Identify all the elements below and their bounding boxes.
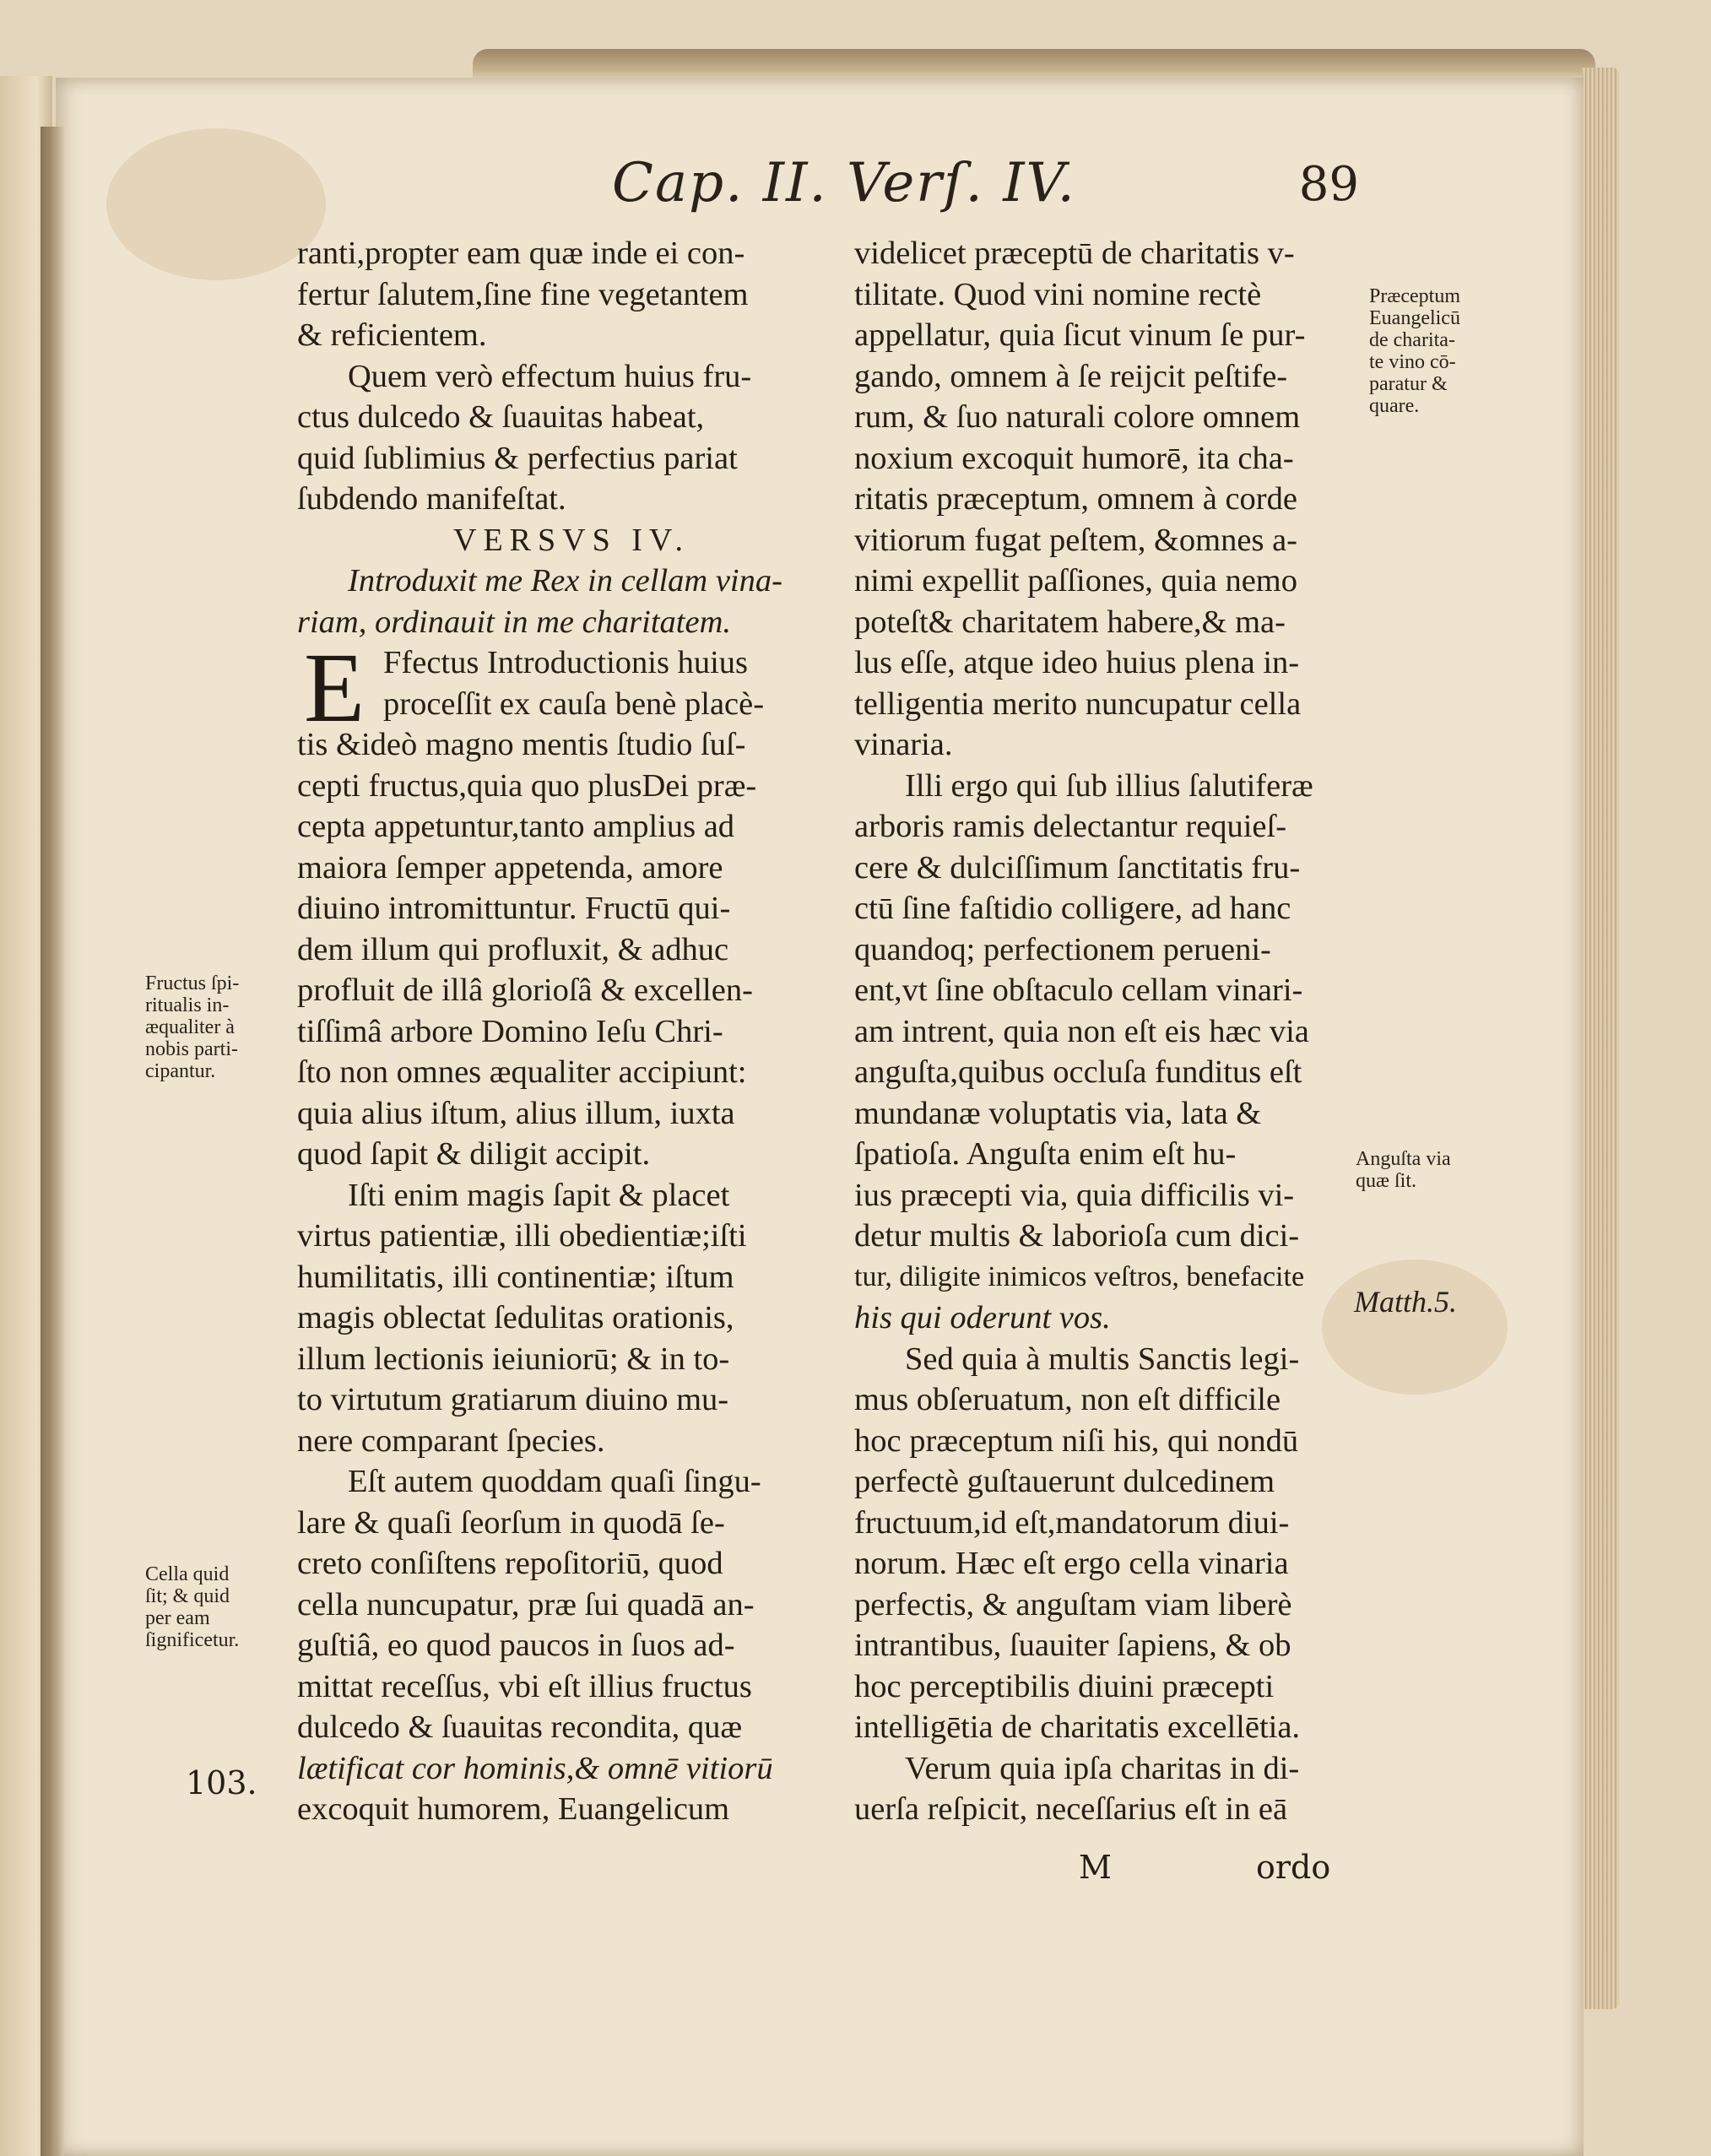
text-line: illum lectionis ieiuniorū; & in to- [297,1341,730,1377]
text-line: quandoq; perfectionem perueni- [854,931,1271,967]
text-line: anguſta,quibus occluſa funditus eſt [854,1054,1302,1090]
page-header [295,152,1384,219]
text-line: mundanæ voluptatis via, lata & [854,1095,1262,1131]
text-line: cere & dulciſſimum ſanctitatis fru- [854,849,1301,886]
text-line: nere comparant ſpecies. [297,1422,605,1459]
text-line: quia alius iſtum, alius illum, iuxta [297,1095,735,1131]
text-line: fertur ſalutem,ſine fine vegetantem [297,276,749,312]
text-line: intrantibus, ſuauiter ſapiens, & ob [854,1628,1291,1663]
text-line: intelligētia de charitatis excellētia. [854,1709,1301,1745]
running-head: Cap. II. Verſ. IV. [612,152,1076,214]
text-line: ſpatioſa. Anguſta enim eſt hu- [854,1136,1237,1172]
text-line: gando, omnem à ſe reijcit peſtife- [854,358,1288,394]
text-line: mus obſeruatum, non eſt difficile [854,1382,1281,1417]
text-line: mittat receſſus, vbi eſt illius fructus [297,1668,752,1704]
margin-note-line: nobis parti- [145,1038,238,1060]
margin-note-line: Fructus ſpi- [145,972,240,994]
text-line: norum. Hæc eſt ergo cella vinaria [854,1546,1289,1581]
text-line: telligentia merito nuncupatur cella [854,685,1302,722]
text-line: ctū ſine faſtidio colligere, ad hanc [854,891,1291,926]
text-line: humilitatis, illi continentiæ; iſtum [297,1259,734,1295]
margin-note-line: Cella quid [145,1563,230,1585]
text-line: videlicet præceptū de charitatis v- [854,236,1295,271]
text-line: arboris ramis delectantur requieſ- [854,809,1287,844]
text-line: tilitate. Quod vini nomine rectè [854,276,1262,312]
catchword: ordo [1256,1849,1331,1886]
text-line: ranti,propter eam quæ inde ei con- [297,236,745,271]
text-line: his qui oderunt vos. [854,1300,1111,1335]
text-line: ius præcepti via, quia difficilis vi- [854,1177,1295,1213]
text-line: lætificat cor hominis,& omnē vitiorū [297,1750,773,1786]
text-line: quid ſublimius & perfectius pariat [297,440,738,476]
text-line: ctus dulcedo & ſuauitas habeat, [297,399,705,435]
margin-note-line: Præceptum [1369,285,1460,307]
text-line: maiora ſemper appetenda, amore [297,849,723,886]
text-line: dulcedo & ſuauitas recondita, quæ [297,1709,743,1745]
text-line: Quem verò effectum huius fru- [348,358,752,394]
text-line: detur multis & laborioſa cum dici- [854,1218,1300,1254]
text-line: magis oblectat ſedulitas orationis, [297,1300,734,1335]
text-line: cella nuncupatur, præ ſui quadā an- [297,1586,755,1622]
text-line: Verum quia ipſa charitas in di- [905,1750,1300,1786]
text-line: quod ſapit & diligit accipit. [297,1136,651,1172]
margin-note-line: per eam [145,1607,210,1629]
verse-text-line: riam, ordinauit in me charitatem. [297,604,732,640]
text-line: noxium excoquit humorē, ita cha- [854,440,1294,476]
margin-note-line: paratur & [1369,373,1448,395]
text-line: nimi expellit paſſiones, quia nemo [854,563,1297,599]
text-line: profluit de illâ glorioſâ & excellen- [297,972,753,1008]
text-line: tiſſimâ arbore Domino Ieſu Chri- [297,1013,723,1049]
text-line: Ffectus Introductionis huius [383,645,749,680]
text-line: cepti fructus,quia quo plusDei præ- [297,767,757,804]
text-line: to virtutum gratiarum diuino mu- [297,1382,729,1417]
margin-note-line: cipantur. [145,1060,216,1082]
signature-mark: M [1079,1849,1112,1886]
text-line: cepta appetuntur,tanto amplius ad [297,809,735,844]
text-line: diuino intromittuntur. Fructū qui- [297,891,731,926]
text-line: proceſſit ex cauſa benè placè- [383,685,765,722]
book-gutter [41,127,64,2156]
text-line: poteſt& charitatem habere,& ma- [854,604,1286,640]
text-line: tur, diligite inimicos veſtros, benefacite [854,1260,1305,1292]
text-line: rum, & ſuo naturali colore omnem [854,399,1301,435]
margin-note-line: quare. [1369,395,1420,417]
right-text-column [854,233,1361,1830]
dropcap-paragraph [297,632,812,743]
text-line: vitiorum fugat peſtem, &omnes a- [854,522,1297,558]
margin-note-line: æqualiter à [145,1016,235,1038]
verse-text-line: Introduxit me Rex in cellam vina- [348,563,782,599]
margin-note-fructus [145,972,239,1082]
text-line: am intrent, quia non eſt eis hæc via [854,1013,1309,1049]
text-line: hoc perceptibilis diuini præcepti [854,1668,1275,1704]
margin-note-line: Matth.5. [1354,1285,1457,1319]
text-line: & reficientem. [297,317,487,353]
text-line: guſtiâ, eo quod paucos in ſuos ad- [297,1628,735,1663]
margin-note-angusta [1356,1148,1451,1192]
text-line: ſubdendo manifeſtat. [297,481,566,517]
text-line: Eſt autem quoddam quaſi ſingu- [348,1464,761,1499]
text-line: lare & quaſi ſeorſum in quodā ſe- [297,1504,725,1541]
text-line: Illi ergo qui ſub illius ſalutiferæ [905,767,1313,804]
text-line: vinaria. [854,727,953,762]
text-line: uerſa reſpicit, neceſſarius eſt in eā [854,1791,1288,1827]
margin-note-line: de charita- [1369,329,1455,351]
text-line: ſto non omnes æqualiter accipiunt: [297,1054,747,1090]
text-line: perfectè guſtauerunt dulcedinem [854,1464,1275,1499]
paper-stain [106,128,326,280]
dropcap-letter: E [304,632,365,743]
margin-note-line: Euangelicū [1369,307,1460,329]
text-line: creto conſiſtens repoſitoriū, quod [297,1546,723,1581]
page-stack-edge [1582,68,1619,2009]
text-line: ritatis præceptum, omnem à corde [854,481,1297,517]
text-line: tis &ideò magno mentis ſtudio ſuſ- [297,727,746,762]
left-text-column [297,233,812,1830]
text-line: hoc præceptum niſi his, qui nondū [854,1422,1299,1459]
text-line: perfectis, & anguſtam viam liberè [854,1586,1292,1622]
margin-note-cella [145,1563,239,1651]
margin-note-line: ſit; & quid [145,1585,230,1607]
text-line: appellatur, quia ſicut vinum ſe pur- [854,317,1306,353]
text-line: Iſti enim magis ſapit & placet [348,1177,730,1213]
text-line: fructuum,id eſt,mandatorum diui- [854,1504,1290,1541]
margin-note-line: ritualis in- [145,994,230,1016]
margin-note-line: ſignificetur. [145,1629,240,1651]
text-line: excoquit humorem, Euangelicum [297,1791,730,1827]
verse-heading: VERSVS IV. [453,522,690,558]
margin-note-matth [1354,1285,1457,1319]
text-line: virtus patientiæ, illi obedientiæ;iſti [297,1218,747,1254]
text-line: ent,vt ſine obſtaculo cellam vinari- [854,972,1303,1008]
margin-note-line: quæ ſit. [1356,1170,1417,1192]
text-line: lus eſſe, atque ideo huius plena in- [854,645,1300,680]
text-line: Sed quia à multis Sanctis legi- [905,1341,1300,1377]
text-line: dem illum qui profluxit, & adhuc [297,931,729,967]
page-number: 89 [1298,157,1359,212]
margin-note-praeceptum [1369,285,1460,417]
margin-reference-number: 103. [186,1764,257,1801]
margin-note-line: Anguſta via [1356,1148,1451,1170]
margin-note-line: te vino cō- [1369,351,1456,373]
